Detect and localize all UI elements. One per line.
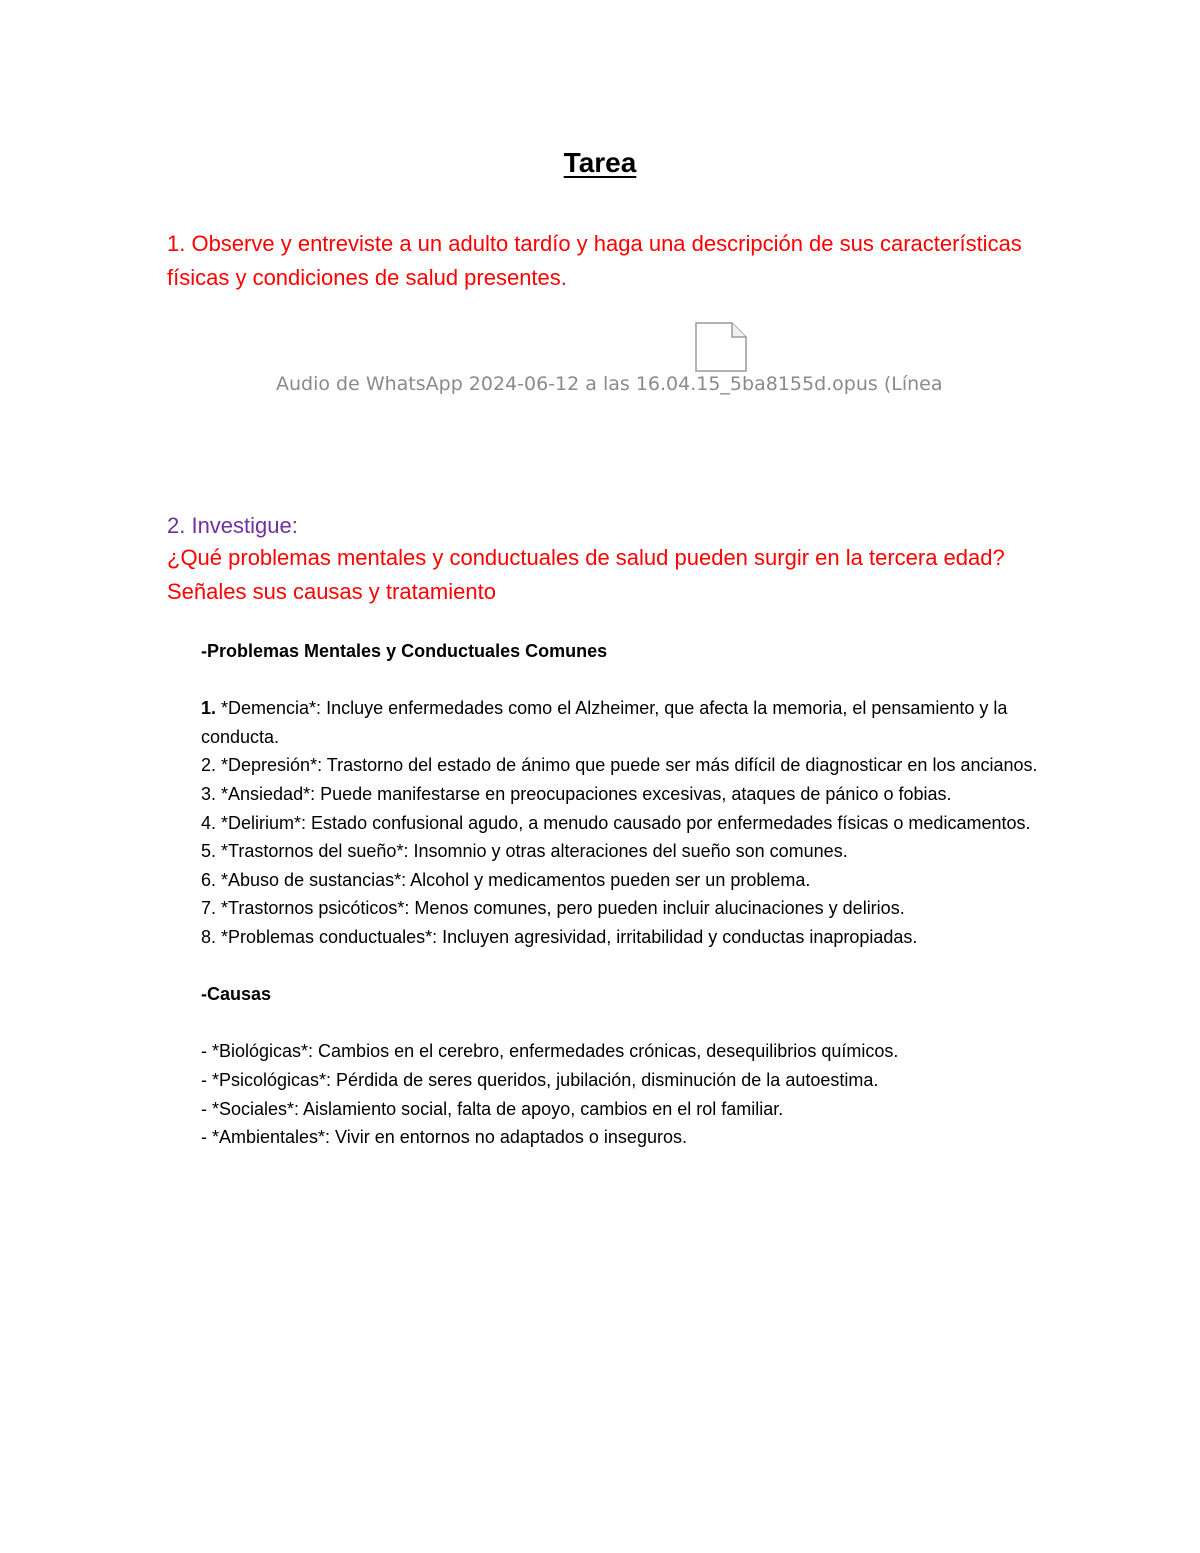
list-item-number: 2. (201, 755, 217, 776)
list-item-text: *Delirium*: Estado confusional agudo, a menudo causado por enfermedades físicas o medicamentos. (216, 812, 1031, 833)
list-item-number: 5. (201, 841, 217, 862)
audio-attachment[interactable] (276, 322, 988, 402)
cause-item: - *Sociales*: Aislamiento social, falta de apoyo, cambios en el rol familiar. (201, 1098, 784, 1119)
spacer (201, 952, 1041, 981)
list-item-text: *Trastornos del sueño*: Insomnio y otras alteraciones del sueño son comunes. (216, 841, 848, 862)
list-item (201, 923, 1041, 952)
file-icon (694, 322, 748, 372)
list-item-number: 4. (201, 812, 217, 833)
list-item-text: *Depresión*: Trastorno del estado de ánimo que puede ser más difícil de diagnosticar en los ancianos. (216, 755, 1038, 776)
question-2-text: ¿Qué problemas mentales y conductuales de salud pueden surgir en la tercera edad? Señales sus causas y tratamiento (167, 545, 1005, 604)
list-item (201, 780, 1041, 809)
list-item (201, 837, 1041, 866)
question-2-heading: 2. Investigue: (167, 513, 298, 538)
spacer (201, 1009, 1041, 1038)
list-item-number: 1. (201, 698, 217, 719)
list-item-number: 7. (201, 898, 217, 919)
cause-item: - *Psicológicas*: Pérdida de seres queridos, jubilación, disminución de la autoestima. (201, 1069, 879, 1090)
spacer (201, 666, 1041, 695)
problems-section-title: -Problemas Mentales y Conductuales Comunes (201, 641, 608, 661)
causes-section-title: -Causas (201, 984, 272, 1005)
list-item-text: *Abuso de sustancias*: Alcohol y medicamentos pueden ser un problema. (216, 869, 811, 890)
cause-item: - *Ambientales*: Vivir en entornos no adaptados o inseguros. (201, 1127, 687, 1148)
list-item (201, 894, 1041, 923)
list-item-text: *Problemas conductuales*: Incluyen agresividad, irritabilidad y conductas inapropiadas. (216, 926, 918, 947)
list-item (201, 751, 1041, 780)
cause-item: - *Biológicas*: Cambios en el cerebro, enfermedades crónicas, desequilibrios químicos. (201, 1041, 899, 1062)
list-item-number: 3. (201, 783, 217, 804)
answer-body (201, 637, 1041, 1152)
attachment-filename: Audio de WhatsApp 2024-06-12 a las 16.04.15_5ba8155d.opus (Línea (276, 373, 943, 395)
list-item-number: 6. (201, 869, 217, 890)
list-item (201, 809, 1041, 838)
list-item (201, 866, 1041, 895)
list-item-text: *Demencia*: Incluye enfermedades como el Alzheimer, que afecta la memoria, el pensamiento y la conducta. (201, 698, 1008, 747)
list-item-text: *Ansiedad*: Puede manifestarse en preocupaciones excesivas, ataques de pánico o fobias. (216, 783, 952, 804)
list-item-text: *Trastornos psicóticos*: Menos comunes, pero pueden incluir alucinaciones y delirios. (216, 898, 905, 919)
list-item (201, 694, 1041, 751)
question-1: 1. Observe y entreviste a un adulto tardío y haga una descripción de sus características físicas y condiciones de salud presentes. (167, 231, 1022, 290)
page-title: Tarea (563, 147, 637, 178)
list-item-number: 8. (201, 926, 217, 947)
